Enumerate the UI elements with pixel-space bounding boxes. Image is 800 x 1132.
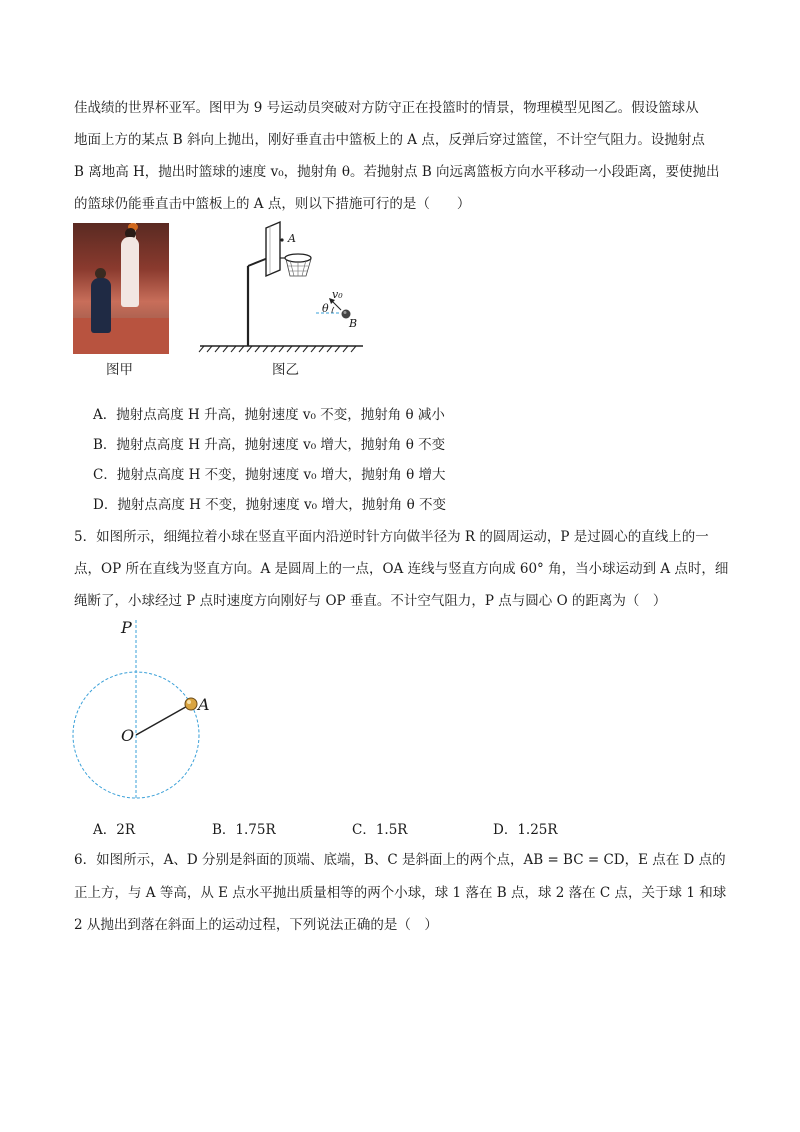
label-A-basket: A [288, 232, 296, 245]
fig-jia-caption: 图甲 [106, 362, 133, 378]
q4-choice-a[interactable]: A．抛射点高度 H 升高，抛射速度 v₀ 不变，抛射角 θ 减小 [93, 407, 445, 423]
q6-text-line-1: 6．如图所示，A、D 分别是斜面的顶端、底端，B、C 是斜面上的两个点，AB = BC = CD，E 点在 D 点的 [74, 852, 726, 868]
label-O: O [121, 726, 135, 745]
q5-text-line-1: 5．如图所示，细绳拉着小球在竖直平面内沿逆时针方向做半径为 R 的圆周运动，P 是过圆心的直线上的一 [74, 529, 709, 545]
q5-choice-c[interactable]: C．1.5R [352, 822, 408, 838]
q4-text-line-1: 佳战绩的世界杯亚军。图甲为 9 号运动员突破对方防守正在投篮时的情景，物理模型见图乙。假设篮球从 [74, 100, 699, 116]
basketball-photo [73, 223, 169, 354]
label-P: P [121, 618, 132, 637]
q5-text-line-2: 点，OP 所在直线为竖直方向。A 是圆周上的一点，OA 连线与竖直方向成 60° 角，当小球运动到 A 点时，细 [74, 561, 729, 577]
q5-choice-a[interactable]: A．2R [93, 822, 136, 838]
q6-text-line-2: 正上方，与 A 等高，从 E 点水平抛出质量相等的两个小球，球 1 落在 B 点，球 2 落在 C 点，关于球 1 和球 [74, 885, 727, 901]
label-theta: θ [322, 302, 329, 315]
label-A-circle: A [198, 695, 210, 714]
q4-text-line-2: 地面上方的某点 B 斜向上抛出，刚好垂直击中篮板上的 A 点，反弹后穿过篮筐，不计空气阻力。设抛射点 [74, 132, 705, 148]
q5-text-line-3: 绳断了，小球经过 P 点时速度方向刚好与 OP 垂直。不计空气阻力，P 点与圆心 O 的距离为（ ） [74, 593, 667, 609]
q4-choice-d[interactable]: D．抛射点高度 H 不变，抛射速度 v₀ 增大，抛射角 θ 不变 [93, 497, 447, 513]
q4-text-line-3: B 离地高 H，抛出时篮球的速度 v₀，抛射角 θ。若抛射点 B 向远离篮板方向水平移动一小段距离，要使抛出 [74, 164, 720, 180]
label-B-ball: B [349, 317, 358, 330]
q5-choice-b[interactable]: B．1.75R [212, 822, 276, 838]
q5-choice-d[interactable]: D．1.25R [493, 822, 558, 838]
q4-choice-c[interactable]: C．抛射点高度 H 不变，抛射速度 v₀ 增大，抛射角 θ 增大 [93, 467, 446, 483]
q4-choice-b[interactable]: B．抛射点高度 H 升高，抛射速度 v₀ 增大，抛射角 θ 不变 [93, 437, 446, 453]
q4-text-line-4: 的篮球仍能垂直击中篮板上的 A 点，则以下措施可行的是（ ） [74, 196, 471, 212]
label-v0: v₀ [332, 288, 343, 301]
fig-yi-caption: 图乙 [272, 362, 299, 378]
q6-text-line-3: 2 从抛出到落在斜面上的运动过程，下列说法正确的是（ ） [74, 917, 438, 933]
